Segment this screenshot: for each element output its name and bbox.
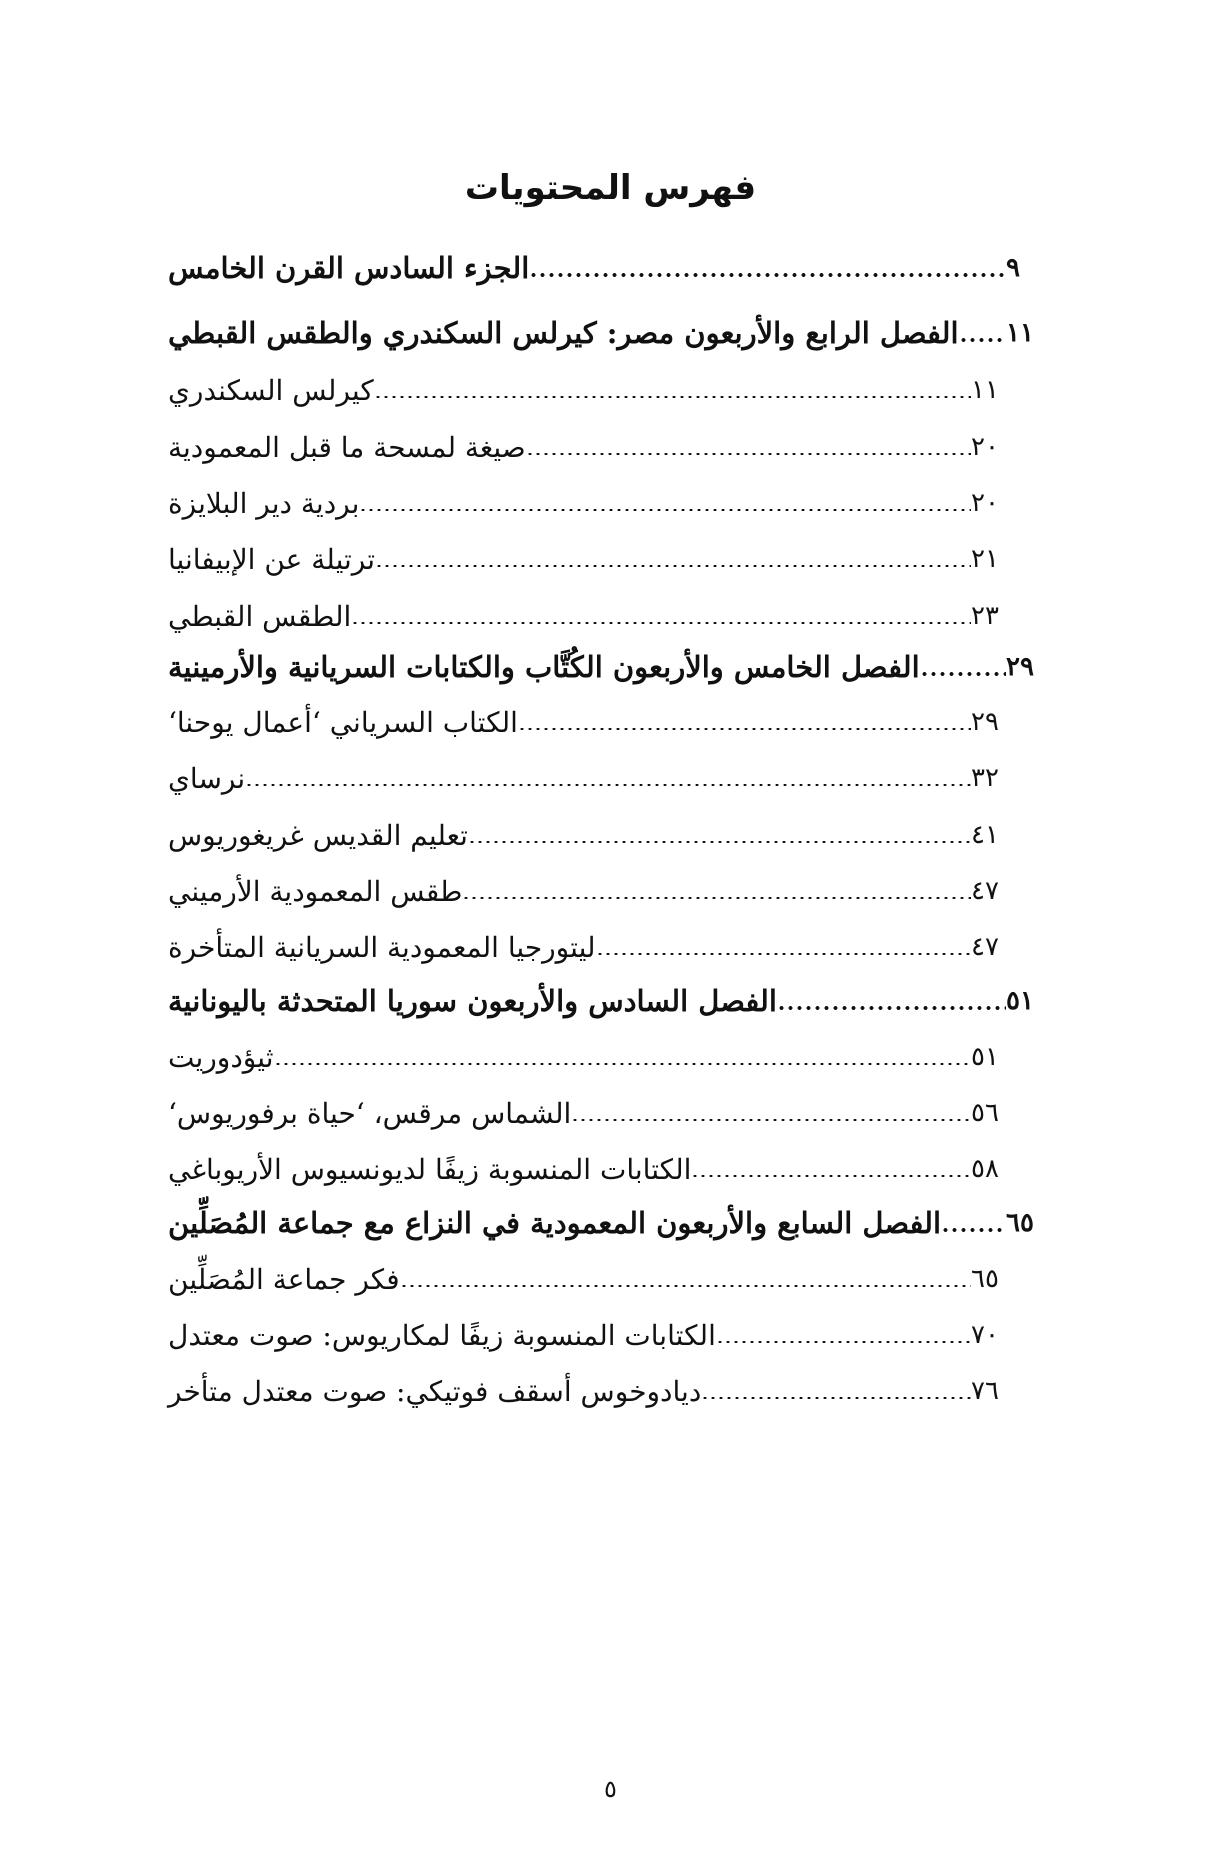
toc-chapter-entry [160, 308, 1050, 358]
dot-leader [701, 1397, 971, 1399]
toc-entry-label: ثيؤدوريت [168, 1040, 274, 1074]
toc-entry-label: الجزء السادس القرن الخامس [168, 251, 530, 285]
dot-leader [526, 453, 971, 455]
toc-entry-label: صيغة لمسحة ما قبل المعمودية [168, 430, 526, 464]
toc-section-entry [160, 1144, 1015, 1194]
toc-entry-page-number: ٩ [1006, 253, 1020, 283]
toc-entry-label: نرساي [168, 761, 246, 795]
toc-entry-page-number: ٢٩ [971, 707, 999, 737]
toc-section-entry [160, 697, 1015, 747]
dot-leader [571, 1119, 971, 1121]
dot-leader [529, 273, 1006, 277]
toc-entry-label: الفصل الرابع والأربعون مصر: كيرلس السكندري والطقس القبطي [168, 316, 959, 350]
toc-entry-page-number: ٦٥ [971, 1264, 999, 1294]
dot-leader [462, 897, 971, 899]
toc-entry-label: ترتيلة عن الإبيفانيا [168, 542, 376, 576]
dot-leader [777, 1006, 1006, 1010]
toc-entry-page-number: ٥٦ [971, 1098, 999, 1128]
toc-entry-label: طقس المعمودية الأرميني [168, 874, 463, 908]
dot-leader [374, 396, 971, 398]
toc-entry-page-number: ١١ [1006, 318, 1034, 348]
toc-section-entry [160, 365, 1015, 415]
toc-entry-page-number: ٤١ [971, 820, 999, 850]
toc-section-entry [160, 922, 1015, 972]
toc-entry-label: فكر جماعة المُصَلِّين [168, 1262, 400, 1296]
toc-section-entry [160, 478, 1015, 528]
dot-leader [941, 1228, 1006, 1232]
dot-leader [518, 728, 971, 730]
page-number: ٥ [604, 1775, 617, 1803]
toc-entry-page-number: ٧٠ [971, 1320, 999, 1350]
dot-leader [274, 1063, 971, 1065]
toc-chapter-entry [160, 976, 1050, 1026]
dot-leader [375, 565, 971, 567]
toc-entry-page-number: ٢١ [971, 544, 999, 574]
toc-section-entry [160, 534, 1015, 584]
toc-section-entry [160, 810, 1015, 860]
toc-section-entry [160, 1088, 1015, 1138]
toc-entry-page-number: ٤٧ [971, 932, 999, 962]
toc-entry-label: تعليم القديس غريغوريوس [168, 818, 468, 852]
dot-leader [691, 1175, 971, 1177]
dot-leader [596, 953, 971, 955]
dot-leader [468, 841, 971, 843]
toc-entry-label: الكتاب السرياني ‘أعمال يوحنا‘ [168, 705, 518, 739]
toc-section-entry [160, 1366, 1015, 1416]
toc-entry-page-number: ٣٢ [971, 763, 999, 793]
dot-leader [400, 1285, 971, 1287]
toc-section-entry [160, 422, 1015, 472]
toc-entry-label: الفصل السادس والأربعون سوريا المتحدثة باليونانية [168, 984, 777, 1018]
dot-leader [920, 672, 1006, 676]
toc-entry-page-number: ٥١ [1006, 986, 1034, 1016]
toc-entry-label: الشماس مرقس، ‘حياة برفوريوس‘ [168, 1096, 572, 1130]
dot-leader [716, 1341, 971, 1343]
dot-leader [245, 784, 971, 786]
toc-section-entry [160, 866, 1015, 916]
dot-leader [359, 509, 971, 511]
toc-entry-page-number: ٧٦ [971, 1376, 999, 1406]
toc-chapter-entry [160, 642, 1050, 692]
toc-entry-page-number: ٤٧ [971, 876, 999, 906]
dot-leader [351, 622, 971, 624]
toc-entry-label: الكتابات المنسوبة زيفًا لمكاريوس: صوت معتدل [168, 1318, 716, 1352]
toc-entry-label: ديادوخوس أسقف فوتيكي: صوت معتدل متأخر [168, 1374, 702, 1408]
toc-entry-page-number: ٥٨ [971, 1154, 999, 1184]
toc-entry-label: ليتورجيا المعمودية السريانية المتأخرة [168, 930, 596, 964]
toc-entry-label: الكتابات المنسوبة زيفًا لديونسيوس الأريوباغي [168, 1152, 692, 1186]
toc-entry-page-number: ٢٠ [971, 432, 999, 462]
toc-entry-label: الطقس القبطي [168, 599, 352, 633]
toc-entry-page-number: ٥١ [971, 1042, 999, 1072]
toc-section-entry [160, 753, 1015, 803]
table-of-contents [160, 0, 1050, 1851]
toc-section-entry [160, 591, 1015, 641]
toc-entry-label: الفصل الخامس والأربعون الكُتَّاب والكتابات السريانية والأرمينية [168, 650, 920, 684]
page-title: فهرس المحتويات [464, 168, 757, 208]
toc-section-entry [160, 1254, 1015, 1304]
dot-leader [959, 338, 1006, 342]
toc-chapter-entry [160, 1198, 1050, 1248]
toc-entry-label: بردية دير البلايزة [168, 486, 360, 520]
toc-entry-page-number: ١١ [971, 375, 999, 405]
toc-entry-page-number: ٦٥ [1006, 1208, 1034, 1238]
toc-entry-label: الفصل السابع والأربعون المعمودية في النزاع مع جماعة المُصَلِّين [168, 1206, 942, 1240]
toc-entry-page-number: ٢٣ [971, 601, 999, 631]
toc-chapter-entry [160, 243, 1050, 293]
toc-section-entry [160, 1032, 1015, 1082]
toc-entry-label: كيرلس السكندري [168, 373, 374, 407]
toc-section-entry [160, 1310, 1015, 1360]
toc-entry-page-number: ٢٩ [1006, 652, 1034, 682]
toc-entry-page-number: ٢٠ [971, 488, 999, 518]
